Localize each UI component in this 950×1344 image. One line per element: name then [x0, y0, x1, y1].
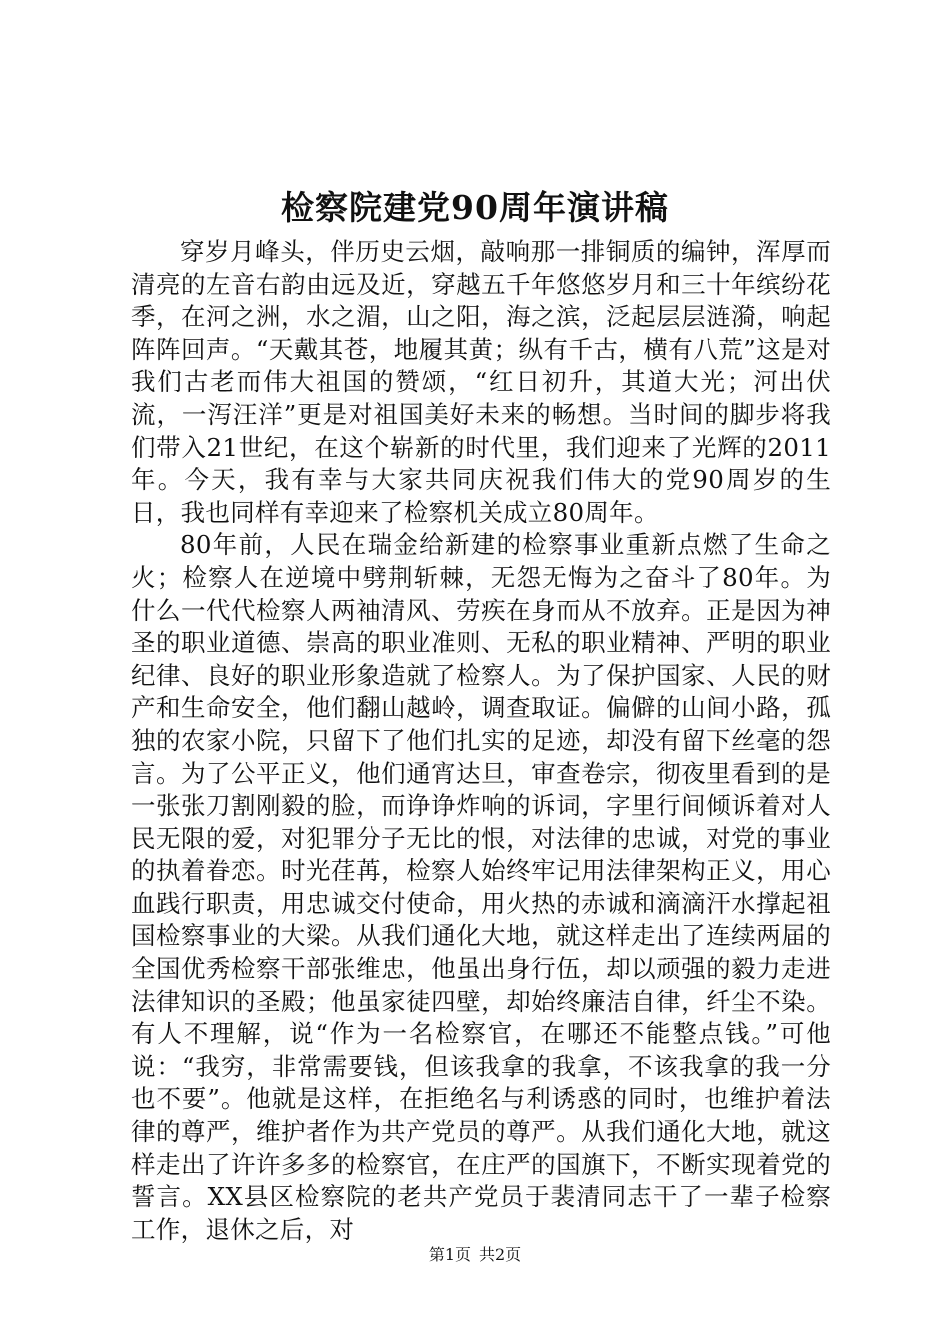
paragraph: 穿岁月峰头，伴历史云烟，敲响那一排铜质的编钟，浑厚而清亮的左音右韵由远及近，穿越五千年悠悠岁月和三十年缤纷花季，在河之洲，水之湄，山之阳，海之滨，泛起层层涟漪，响起阵阵回声。“天戴其苍，地履其黄；纵有千古，横有八荒”这是对我们古老而伟大祖国的赞颂，“红日初升，其道大光；河出伏流，一泻汪洋”更是对祖国美好未来的畅想。当时间的脚步将我们带入21世纪，在这个崭新的时代里，我们迎来了光辉的2011年。今天，我有幸与大家共同庆祝我们伟大的党90周岁的生日，我也同样有幸迎来了检察机关成立80周年。	[131, 237, 831, 527]
paragraph: 80年前，人民在瑞金给新建的检察事业重新点燃了生命之火；检察人在逆境中劈荆斩棘，无怨无悔为之奋斗了80年。为什么一代代检察人两袖清风、劳疾在身而从不放弃。正是因为神圣的职业道德、崇高的职业准则、无私的职业精神、严明的职业纪律、良好的职业形象造就了检察人。为了保护国家、人民的财产和生命安全，他们翻山越岭，调查取证。偏僻的山间小路，孤独的农家小院，只留下了他们扎实的足迹，却没有留下丝毫的怨言。为了公平正义，他们通宵达旦，审查卷宗，彻夜里看到的是一张张刀割刚毅的脸，而诤诤炸响的诉词，字里行间倾诉着对人民无限的爱，对犯罪分子无比的恨，对法律的忠诚，对党的事业的执着眷恋。时光荏苒，检察人始终牢记用法律架构正义，用心血践行职责，用忠诚交付使命，用火热的赤诚和滴滴汗水撑起祖国检察事业的大梁。从我们通化大地，就这样走出了连续两届的全国优秀检察干部张维忠，他虽出身行伍，却以顽强的毅力走进法律知识的圣殿；他虽家徒四壁，却始终廉洁自律，纤尘不染。有人不理解，说“作为一名检察官，在哪还不能整点钱。”可他说：“我穷，非常需要钱，但该我拿的我拿，不该我拿的我一分也不要”。他就是这样，在拒绝名与利诱惑的同时，也维护着法律的尊严，维护者作为共产党员的尊严。从我们通化大地，就这样走出了许许多多的检察官，在庄严的国旗下，不断实现着党的誓言。XX县区检察院的老共产党员于裴清同志干了一辈子检察工作，退休之后，对	[131, 530, 831, 1244]
document-body	[131, 236, 831, 1246]
page-total: 共2页	[479, 1245, 522, 1264]
page-footer	[0, 1244, 950, 1266]
document-title: 检察院建党90周年演讲稿	[281, 188, 669, 227]
page-number: 第1页	[428, 1245, 471, 1264]
